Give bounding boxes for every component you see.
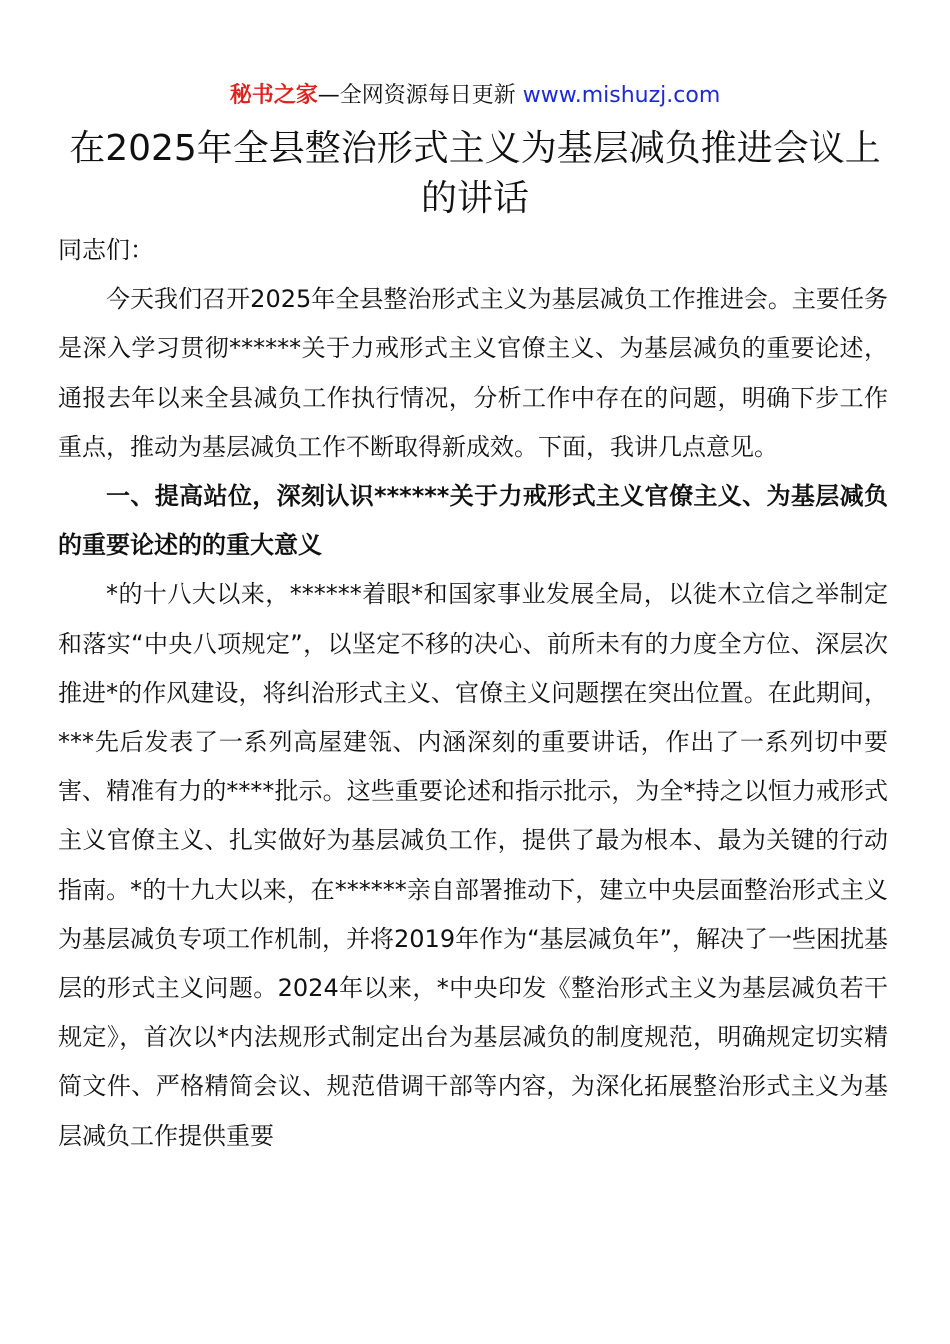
section-heading: 一、提高站位，深刻认识******关于力戒形式主义官僚主义、为基层减负的重要论述的的重大意义 [58,482,888,560]
document-body [58,226,888,1161]
header-slogan: —全网资源每日更新 [317,83,523,108]
intro-paragraph: 今天我们召开2025年全县整治形式主义为基层减负工作推进会。主要任务是深入学习贯彻******关于力戒形式主义官僚主义、为基层减负的重要论述，通报去年以来全县减负工作执行情况，分析工作中存在的问题，明确下步工作重点，推动为基层减负工作不断取得新成效。下面，我讲几点意见。 [58,285,888,461]
site-url-link[interactable]: www.mishuzj.com [522,83,721,108]
site-header [0,80,950,112]
section-paragraph: *的十八大以来，******着眼*和国家事业发展全局，以徙木立信之举制定和落实“中央八项规定”，以坚定不移的决心、前所未有的力度全方位、深层次推进*的作风建设，将纠治形式主义、官僚主义问题摆在突出位置。在此期间，***先后发表了一系列高屋建瓴、内涵深刻的重要讲话，作出了一系列切中要害、精准有力的****批示。这些重要论述和指示批示，为全*持之以恒力戒形式主义官僚主义、扎实做好为基层减负工作，提供了最为根本、最为关键的行动指南。*的十九大以来，在******亲自部署推动下，建立中央层面整治形式主义为基层减负专项工作机制，并将2019年作为“基层减负年”，解决了一些困扰基层的形式主义问题。2024年以来，*中央印发《整治形式主义为基层减负若干规定》，首次以*内法规形式制定出台为基层减负的制度规范，明确规定切实精简文件、严格精简会议、规范借调干部等内容，为深化拓展整治形式主义为基层减负工作提供重要 [58,580,888,1150]
document-title: 在2025年全县整治形式主义为基层减负推进会议上的讲话 [69,128,881,219]
brand-name: 秘书之家 [229,83,318,108]
salutation: 同志们： [58,236,154,264]
